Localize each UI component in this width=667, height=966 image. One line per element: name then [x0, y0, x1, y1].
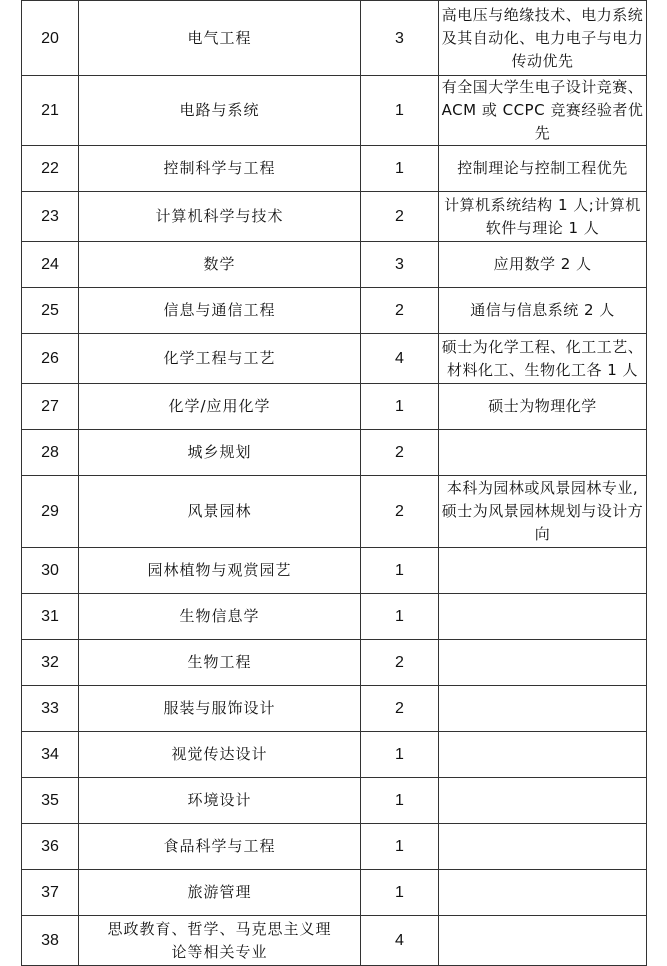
position-count: 1	[361, 548, 439, 594]
row-number: 21	[22, 76, 79, 146]
row-number: 20	[22, 1, 79, 76]
row-number: 33	[22, 686, 79, 732]
row-number: 26	[22, 334, 79, 384]
requirement-note	[439, 686, 647, 732]
row-number: 29	[22, 476, 79, 548]
position-count: 1	[361, 870, 439, 916]
requirement-note	[439, 548, 647, 594]
requirement-note: 高电压与绝缘技术、电力系统及其自动化、电力电子与电力传动优先	[439, 1, 647, 76]
requirement-note: 控制理论与控制工程优先	[439, 146, 647, 192]
requirement-note: 硕士为化学工程、化工工艺、材料化工、生物化工各 1 人	[439, 334, 647, 384]
position-count: 1	[361, 76, 439, 146]
row-number: 34	[22, 732, 79, 778]
requirement-note	[439, 824, 647, 870]
table-row	[22, 430, 647, 476]
table-row	[22, 1, 647, 76]
table-body	[22, 1, 647, 966]
row-number: 27	[22, 384, 79, 430]
table-row	[22, 640, 647, 686]
table-row	[22, 870, 647, 916]
requirement-note	[439, 640, 647, 686]
major-name: 生物工程	[79, 640, 361, 686]
position-count: 4	[361, 916, 439, 966]
requirement-note: 硕士为物理化学	[439, 384, 647, 430]
major-name: 化学工程与工艺	[79, 334, 361, 384]
table-row	[22, 334, 647, 384]
requirement-note	[439, 732, 647, 778]
table-row	[22, 778, 647, 824]
row-number: 25	[22, 288, 79, 334]
major-name: 环境设计	[79, 778, 361, 824]
major-name: 视觉传达设计	[79, 732, 361, 778]
position-count: 1	[361, 384, 439, 430]
position-count: 2	[361, 640, 439, 686]
row-number: 28	[22, 430, 79, 476]
row-number: 24	[22, 242, 79, 288]
requirement-note	[439, 916, 647, 966]
position-count: 1	[361, 824, 439, 870]
position-count: 3	[361, 242, 439, 288]
position-count: 1	[361, 778, 439, 824]
row-number: 30	[22, 548, 79, 594]
table-row	[22, 476, 647, 548]
major-name: 信息与通信工程	[79, 288, 361, 334]
major-name: 数学	[79, 242, 361, 288]
table-row	[22, 288, 647, 334]
major-name: 电气工程	[79, 1, 361, 76]
requirement-note	[439, 430, 647, 476]
position-count: 1	[361, 594, 439, 640]
position-count: 3	[361, 1, 439, 76]
table-row	[22, 146, 647, 192]
major-name: 风景园林	[79, 476, 361, 548]
table-row	[22, 594, 647, 640]
major-name: 思政教育、哲学、马克思主义理论等相关专业	[79, 916, 361, 966]
row-number: 35	[22, 778, 79, 824]
requirement-note: 本科为园林或风景园林专业,硕士为风景园林规划与设计方向	[439, 476, 647, 548]
position-count: 2	[361, 192, 439, 242]
table-row	[22, 76, 647, 146]
major-name: 计算机科学与技术	[79, 192, 361, 242]
row-number: 23	[22, 192, 79, 242]
table-row	[22, 384, 647, 430]
major-name: 服装与服饰设计	[79, 686, 361, 732]
position-count: 1	[361, 146, 439, 192]
major-name: 园林植物与观赏园艺	[79, 548, 361, 594]
major-name: 电路与系统	[79, 76, 361, 146]
row-number: 37	[22, 870, 79, 916]
requirement-note: 应用数学 2 人	[439, 242, 647, 288]
requirement-note: 通信与信息系统 2 人	[439, 288, 647, 334]
table-row	[22, 192, 647, 242]
major-name: 生物信息学	[79, 594, 361, 640]
major-name: 食品科学与工程	[79, 824, 361, 870]
position-count: 2	[361, 288, 439, 334]
major-name: 化学/应用化学	[79, 384, 361, 430]
table-row	[22, 824, 647, 870]
major-name: 旅游管理	[79, 870, 361, 916]
row-number: 22	[22, 146, 79, 192]
row-number: 36	[22, 824, 79, 870]
requirement-note	[439, 870, 647, 916]
requirement-note: 有全国大学生电子设计竞赛、ACM 或 CCPC 竞赛经验者优先	[439, 76, 647, 146]
table-row	[22, 732, 647, 778]
major-name: 城乡规划	[79, 430, 361, 476]
position-count: 2	[361, 476, 439, 548]
table-row	[22, 242, 647, 288]
table-row	[22, 916, 647, 966]
table-row	[22, 548, 647, 594]
position-count: 4	[361, 334, 439, 384]
position-count: 1	[361, 732, 439, 778]
requirement-note: 计算机系统结构 1 人;计算机软件与理论 1 人	[439, 192, 647, 242]
row-number: 31	[22, 594, 79, 640]
requirement-note	[439, 594, 647, 640]
requirement-note	[439, 778, 647, 824]
recruitment-table	[21, 0, 647, 966]
row-number: 32	[22, 640, 79, 686]
table-row	[22, 686, 647, 732]
row-number: 38	[22, 916, 79, 966]
position-count: 2	[361, 686, 439, 732]
position-count: 2	[361, 430, 439, 476]
major-name: 控制科学与工程	[79, 146, 361, 192]
